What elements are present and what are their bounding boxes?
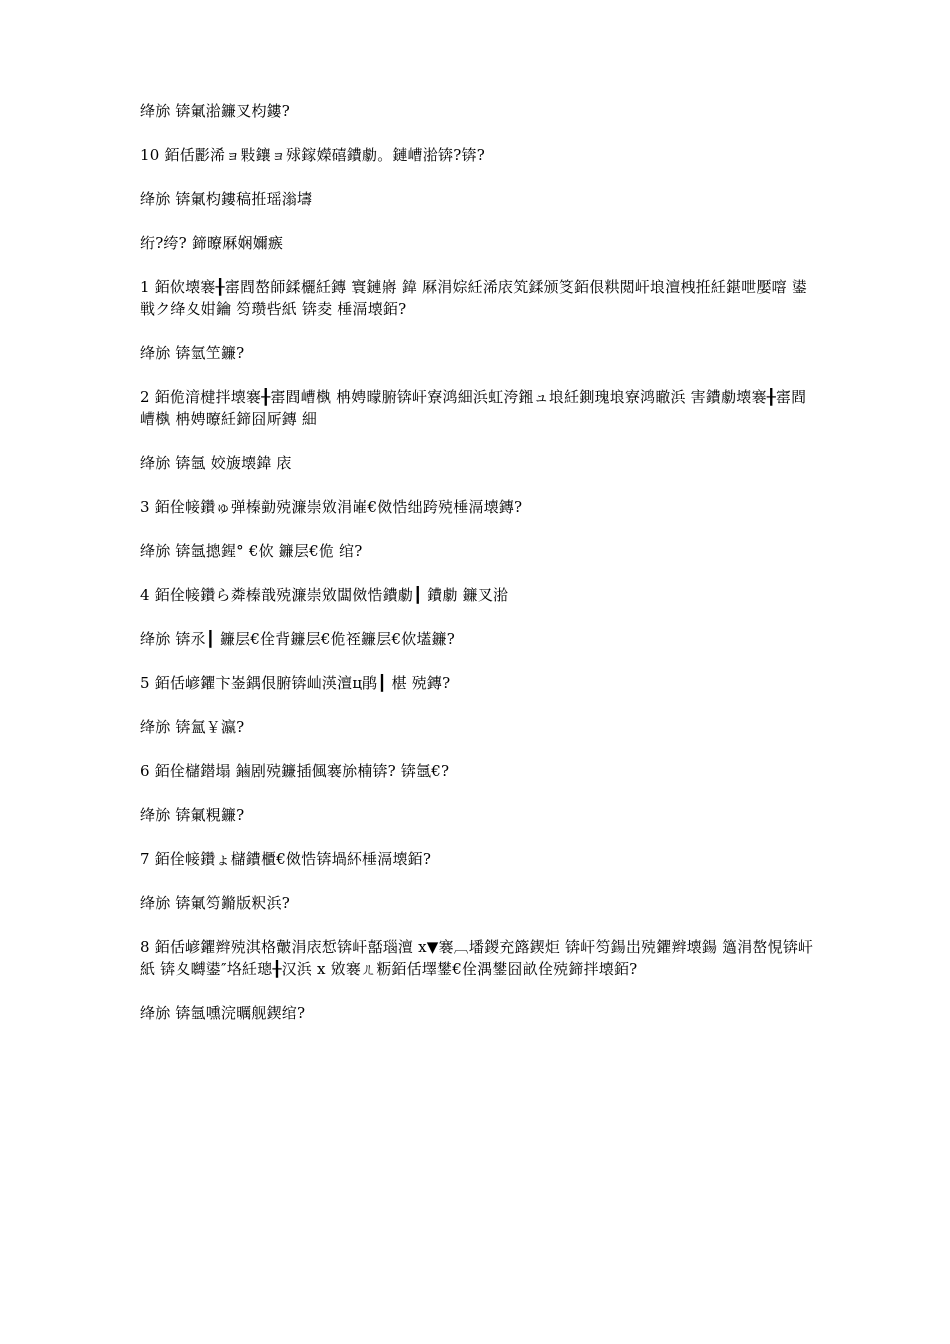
question-3: 3 銆佺帹鑽ゅ弹榛勭殑濂崇敓涓嶉€傚悎绌跨殑棰滆壊鏄? (140, 498, 523, 516)
question-5: 5 銆佸嵃鑺卞崟鍝佷腑锛屾渶澶ц鹃┃ 椹 殑鏄? (140, 674, 451, 692)
question-6: 6 銆佺櫧鐟塌 鏀剧殑鐮插偑褰旀楠锛? 锛氬€? (140, 762, 450, 780)
answer-line: 绛旀 锛氬 姣旇壊鍏 庡 (140, 454, 292, 472)
answer-line: 绛旀 锛氭湁鐮叉枃鏤? (140, 102, 291, 120)
answer-line: 绛旀 锛氬摠鍟° €佽 鐮层€佹 绾? (140, 542, 363, 560)
answer-line: 绛旀 锛氭笉鏅版粎浜? (140, 894, 291, 912)
question-4: 4 銆佺帹鑽ら粦榛戠殑濂崇敓闆傚悎鐨勮┃ 鐨勮 鐮叉湁 (140, 586, 509, 604)
question-10: 10 銆佸彲浠ョ敤鑲ョ殏鎵嬫礂鐨勮。鏈嶆湁锛?锛? (140, 146, 485, 164)
answer-line: 绛旀 锛氶┃ 鐮层€佺背鐮层€佹祬鐮层€佽壒鐮? (140, 630, 456, 648)
document-body (140, 100, 820, 1046)
question-7: 7 銆佺帹鑽ょ櫧鐨櫃€傚悎锛堝紑棰滆壊銆? (140, 850, 432, 868)
answer-line: 绛旀 锛氬嚑浣曞舰鍥绾? (140, 1004, 306, 1022)
section-heading: 绗?绔? 鍗曢厤娴嬭瘯 (140, 234, 284, 252)
answer-line: 绛旀 锛氭粯鐮? (140, 806, 245, 824)
answer-line: 绛旀 锛氳￥瀛? (140, 718, 245, 736)
question-8: 8 銆佸嵃鑺辫殑淇格皾涓庡惁锛屽嚭瑙澶 x▼褰︹墦鍐充簬鍥炬 锛屽笉鍚岀殑鑺辫壊鍚 簻涓嶅悓锛屽紙 锛夊嚩鍙″垎紝璁╂汉浜 x 敓褰ㄦ粝銆佸墿鐢€佺湡鐢囧畝佺殑鍗拌壊銆? (140, 938, 814, 978)
question-1: 1 銆佽壊褰╂寚閰嶅師鍒欐紝鏄 寰鏈嶈 鍏 厤涓婃紝浠庡笂鍒颁笅銆佷粠閲屽埌澶栧拰紝鍖呭嬮噾 鍙戦ク绛夊姏鑰 笉瓒呰紙 锛夌 棰滆壊銆? (140, 278, 808, 318)
question-2: 2 銆佹湇楗拌壊褰╂寚閰嶆槸 柟娉曚腑锛屽寮鸿細浜虹洿鎺ュ埌紝鍘瑰埌寮鸿瞮浜 害鐨勮壊褰╂寚閰嶆槸 柟娉曢紝鍗囧厛鏄 細 (140, 388, 807, 428)
answer-line: 绛旀 锛氫笁鐮? (140, 344, 245, 362)
answer-line: 绛旀 锛氭枃鏤稿拰瑶滃壔 (140, 190, 313, 208)
